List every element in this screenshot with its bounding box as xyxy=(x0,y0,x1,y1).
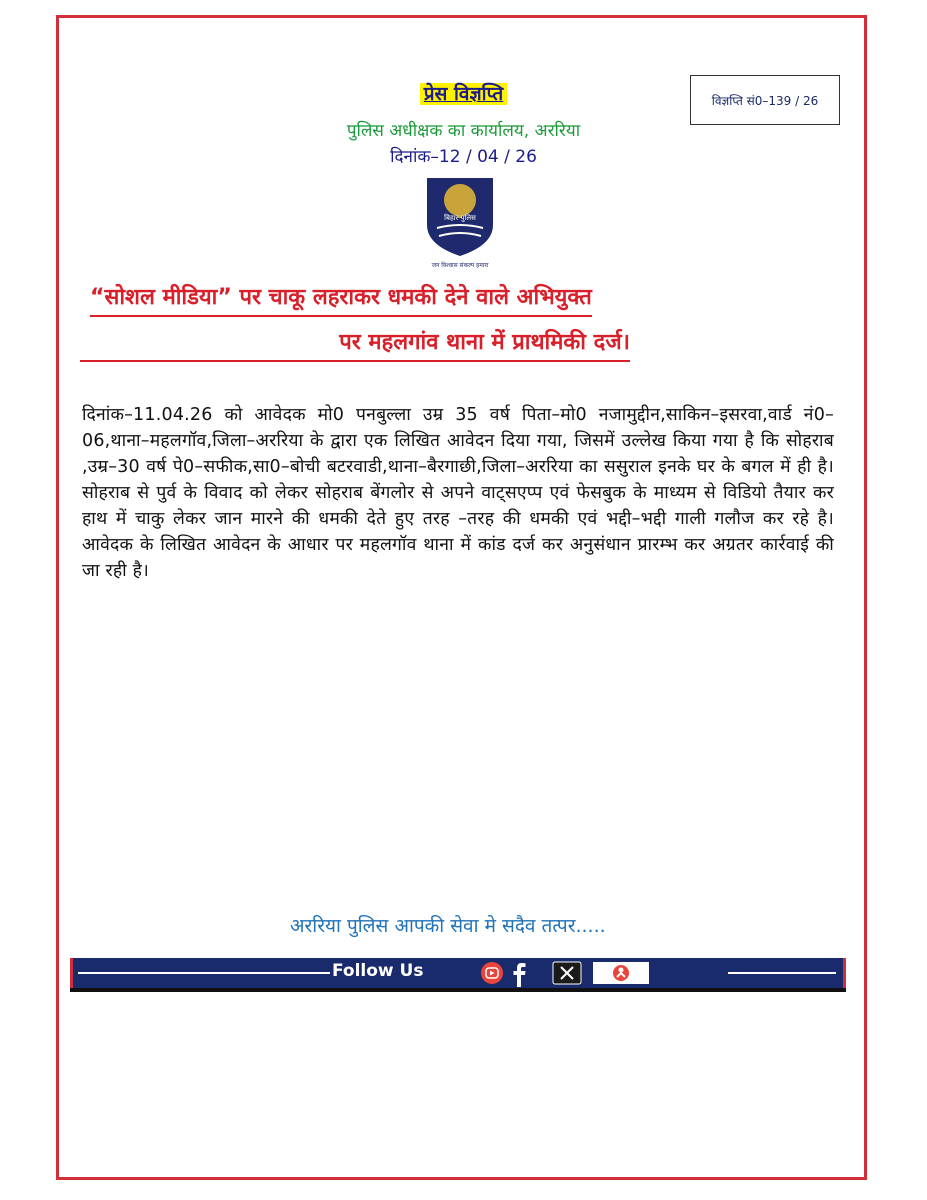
reference-number: विज्ञप्ति सं0–139 / 26 xyxy=(711,93,819,108)
follow-us-label: Follow Us xyxy=(332,961,424,981)
title-text: प्रेस विज्ञप्ति xyxy=(420,83,508,105)
follow-us-bar xyxy=(70,958,846,992)
headline-line-1: “सोशल मीडिया” पर चाकू लहराकर धमकी देने वाले अभियुक्त xyxy=(90,283,592,317)
bar-right-edge xyxy=(843,958,846,988)
tagline: अररिया पुलिस आपकी सेवा मे सदैव तत्पर..... xyxy=(290,915,606,937)
emblem-text: बिहार पुलिस xyxy=(444,214,476,222)
bar-divider-right xyxy=(728,972,836,974)
headline-line-2: पर महलगांव थाना में प्राथमिकी दर्ज। xyxy=(80,328,630,362)
release-date: दिनांक–12 / 04 / 26 xyxy=(390,147,537,167)
bar-left-edge xyxy=(70,958,73,988)
bihar-police-emblem xyxy=(415,170,505,270)
youtube-icon[interactable] xyxy=(478,961,506,985)
emblem-motto: जन विश्वास संकल्प हमारा xyxy=(431,262,489,269)
koo-icon[interactable] xyxy=(592,961,650,985)
press-release-title xyxy=(0,80,927,106)
office-name: पुलिस अधीक्षक का कार्यालय, अररिया xyxy=(346,121,581,141)
facebook-icon[interactable] xyxy=(510,961,530,987)
bar-divider-left xyxy=(78,972,330,974)
body-paragraph: दिनांक–11.04.26 को आवेदक मो0 पनबुल्ला उम्र 35 वर्ष पिता–मो0 नजामुद्दीन,साकिन–इसरवा,वार्ड नं0–06,थाना–महलगॉव,जिला–अररिया के द्वारा एक लिखित आवेदन दिया गया, जिसमें उल्लेख किया गया है कि सोहराब ,उम्र–30 वर्ष पे0–सफीक,सा0–बोची बटरवाडी,थाना–बैरगाछी,जिला–अररिया का ससुराल इनके घर के बगल में ही है। सोहराब से पुर्व के विवाद को लेकर सोहराब बेंगलोर से अपने वाट्सएप्प एवं फेसबुक के माध्यम से विडियो तैयार कर हाथ में चाकु लेकर जान मारने की धमकी देते हुए तरह –तरह की धमकी एवं भद्दी–भद्दी गाली गलौज कर रहे है। आवेदक के लिखित आवेदन के आधार पर महलगॉव थाना में कांड दर्ज कर अनुसंधान प्रारम्भ कर अग्रतर कार्रवाई की जा रही है। xyxy=(82,405,834,581)
x-icon[interactable] xyxy=(552,961,582,985)
bar-bottom-line xyxy=(70,988,846,992)
